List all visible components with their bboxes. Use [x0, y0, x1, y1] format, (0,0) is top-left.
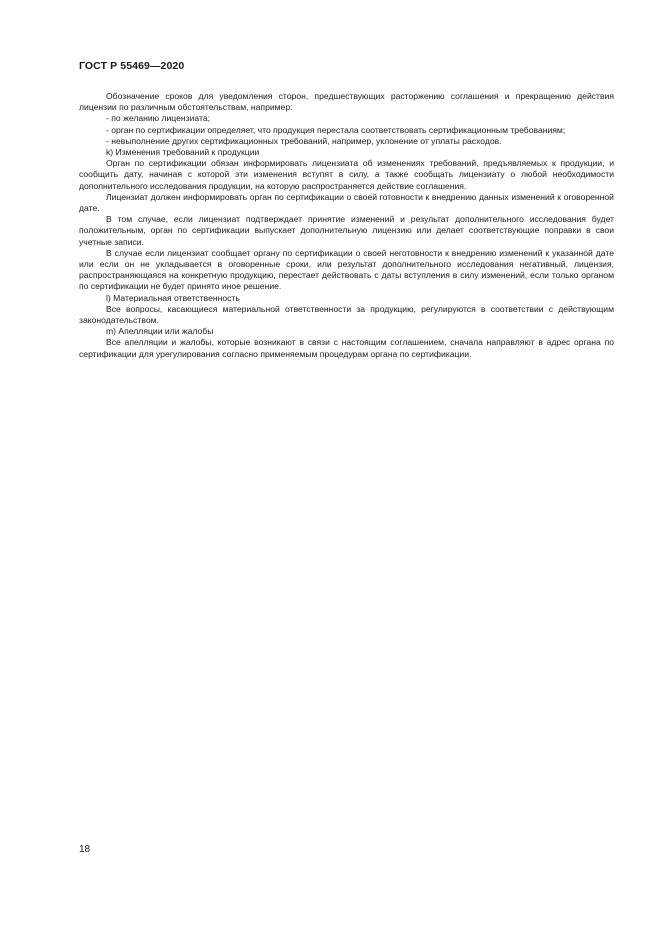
paragraph-3: - орган по сертификации определяет, что продукция перестала соответствовать сертификационным требованиям; [106, 124, 566, 135]
paragraph-13: Все апелляции и жалобы, которые возникают в связи с настоящим соглашением, сначала направляют в адрес органа по сертификации для урегулирования согласно применяемым процедурам органа по сертификации. [79, 337, 614, 359]
page-number: 18 [79, 844, 91, 855]
section-k-heading: k) Изменения требований к продукции [106, 147, 260, 158]
paragraph-2: - по желанию лицензиата; [106, 113, 210, 124]
section-l-heading: l) Материальная ответственность [106, 292, 240, 303]
paragraph-11: Все вопросы, касающиеся материальной ответственности за продукцию, регулируются в соответствии с действующим законодательством. [79, 303, 614, 326]
section-m-heading: m) Апелляции или жалобы [106, 326, 214, 337]
paragraph-1: Обозначение сроков для уведомления сторон, предшествующих расторжению соглашения и прекращению действия лицензии по различным обстоятельствам, например: [79, 91, 614, 113]
paragraph-9: В случае если лицензиат сообщает органу по сертификации о своей неготовности к внедрению изменений к указанной дате или если он не укладывается в оговоренные сроки, или результат дополнительного исследования негативный, лицензия, распространяющаяся на конкретную продукцию, перестает действовать с даты вступления в силу изменений, если только органом по сертификации не будет принято иное решение. [79, 247, 614, 292]
paragraph-7: Лицензиат должен информировать орган по сертификации о своей готовности к внедрению данных изменений к оговоренной дате. [79, 191, 614, 214]
document-header: ГОСТ Р 55469—2020 [79, 60, 185, 72]
document-body [79, 91, 614, 360]
paragraph-6: Орган по сертификации обязан информировать лицензиата об изменениях требований, предъявляемых к продукции, и сообщить дату, начиная с которой эти изменения вступят в силу, а также сообщать лицензиату о любой необходимости дополнительного исследования продукции, на которую распространяется действие соглашения. [79, 158, 614, 191]
paragraph-4: - невыполнение других сертификационных требований, например, уклонение от уплаты расходов. [106, 135, 502, 146]
paragraph-8: В том случае, если лицензиат подтверждает принятие изменений и результат дополнительного исследования будет положительным, орган по сертификации выпускает дополнительную лицензию или делает соответствующие поправки в свои учетные записи. [79, 214, 614, 247]
